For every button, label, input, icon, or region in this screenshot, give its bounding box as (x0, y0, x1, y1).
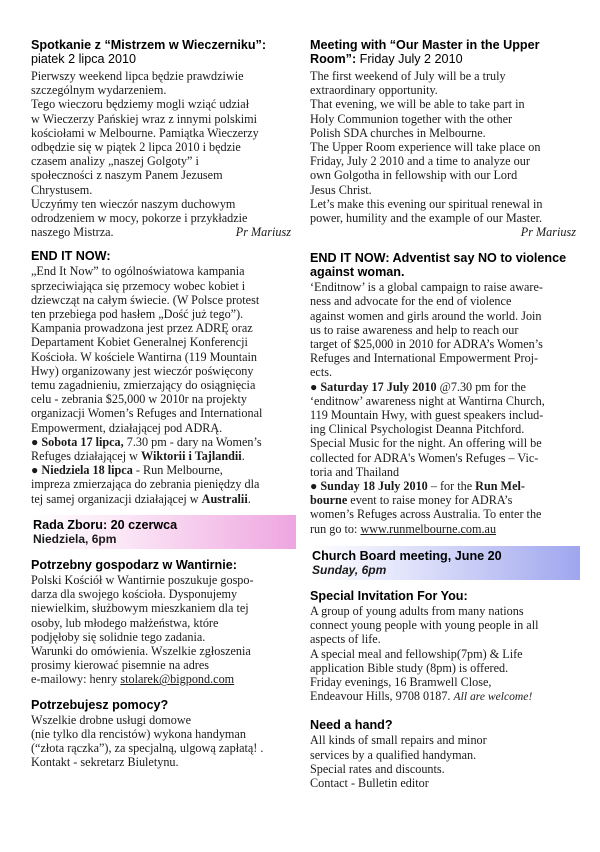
text-line: ing Clinical Psychologist Deanna Pitchford. (310, 422, 525, 437)
text-line: (nie tylko dla rencistów) wykona handyman (31, 726, 246, 741)
text-line: A group of young adults from many nations (310, 603, 524, 618)
text-line: organizacji Women’s Refuges and International (31, 406, 263, 421)
bullet-sunday: ● Sunday 18 July 2010 – for the Run Mel- (310, 479, 525, 494)
text-line: Tego wieczoru będziemy mogli wziąć udział (31, 97, 250, 112)
text-line: Holy Communion together with the other (310, 111, 513, 126)
text-line: Jesus Christ. (310, 182, 372, 197)
church-board-banner-pl (31, 515, 296, 549)
bullet-sunday: ● Niedziela 18 lipca - Run Melbourne, (31, 463, 223, 478)
text-line: kościołami w Melbourne. Pamiątka Wieczerzy (31, 125, 259, 140)
left-column-polish (31, 38, 299, 769)
text-line: osoby, lub młodego małżeństwa, które (31, 615, 219, 630)
bullet-sunday-cont: bourne event to raise money for ADRA’s (310, 493, 513, 508)
text-line: Warunki do omówienia. Wszelkie zgłoszenia (31, 643, 251, 658)
text-line: Refuges and International Empowerment Proj- (310, 351, 539, 366)
text-line: All kinds of small repairs and minor (310, 733, 487, 748)
section-body (310, 733, 582, 776)
board-time: Niedziela, 6pm (33, 531, 117, 546)
text-line: dziewcząt na całym świecie. (W Polsce protest (31, 292, 260, 307)
text-line: Hwy) organizowany jest wieczór poświęcony (31, 363, 254, 378)
section-title: END IT NOW: (31, 249, 111, 264)
text-line: ects. (310, 365, 332, 380)
text-line: Friday, July 2 2010 and a time to analyze our (310, 154, 530, 169)
section-title: Meeting with “Our Master in the Upper Room”: Friday July 2 2010 (310, 38, 540, 66)
run-melbourne-link[interactable]: www.runmelbourne.com.au (360, 521, 497, 536)
text-line: Wszelkie drobne usługi domowe (31, 712, 192, 727)
text-line: (“złota rączka”), za specjalną, ulgową zapłatą! . (31, 740, 264, 755)
text-line: ‘Enditnow’ is a global campaign to raise aware- (310, 280, 543, 295)
text-line: odbędzie się w piątek 2 lipca 2010 i będzie (31, 140, 241, 155)
bullet-sunday-cont: impreza zmierzająca do zebrania pieniędzy dla (31, 477, 260, 492)
text-line: aspects of life. (310, 632, 381, 647)
text-line: Friday evenings, 16 Bramwell Close, (310, 674, 492, 689)
text-line: against women and girls around the world. Join (310, 308, 542, 323)
contact-line: Kontakt - sekretarz Biuletynu. (31, 755, 179, 770)
board-time: Sunday, 6pm (312, 562, 387, 577)
section-body (310, 280, 582, 379)
text-line: Departament Kobiet Generalnej Konferencji (31, 335, 248, 350)
end-it-now-section-en (310, 251, 582, 536)
board-title: Rada Zboru: 20 czerwca (33, 517, 178, 532)
section-title: Spotkanie z “Mistrzem w Wieczerniku”: piatek 2 lipca 2010 (31, 38, 267, 66)
need-a-hand-section (310, 718, 582, 790)
text-line: ten przebiega pod hasłem „Dość już tego”). (31, 307, 244, 322)
text-line: ness and advocate for the end of violence (310, 294, 512, 309)
section-title: Potrzebny gospodarz w Wantirnie: (31, 557, 237, 572)
section-title: END IT NOW: Adventist say NO to violence against woman. (310, 251, 567, 280)
bullet-saturday: ● Sobota 17 lipca, 7.30 pm - dary na Women’s (31, 434, 262, 449)
text-line: społeczności z naszym Panem Jezusem (31, 168, 223, 183)
text-line: Chrystusem. (31, 182, 93, 197)
text-line: extraordinary opportunity. (310, 83, 438, 98)
text-line: Kampania prowadzona jest przez ADRĘ oraz (31, 321, 253, 336)
bullet-saturday-cont: Refuges działającej w Wiktorii i Tajlandii. (31, 449, 245, 464)
text-line: That evening, we will be able to take part in (310, 97, 525, 112)
text-line: power, humility and the example of our Master. (310, 211, 543, 226)
text-line: czasem analizy „naszej Golgoty” i (31, 154, 199, 169)
address-line: Endeavour Hills, 9708 0187. All are welcome! (310, 689, 533, 704)
text-line: podjęłoby się solidnie tego zadania. (31, 629, 206, 644)
text-line: The first weekend of July will be a truly (310, 69, 506, 83)
text-line: Let’s make this evening our spiritual renewal in (310, 196, 543, 211)
text-line: Special rates and discounts. (310, 761, 445, 776)
text-line: Polish SDA churches in Melbourne. (310, 125, 486, 140)
board-title: Church Board meeting, June 20 (312, 548, 502, 563)
text-line: Empowerment, działającej pod ADRĄ. (31, 420, 223, 435)
church-board-banner-en (310, 546, 580, 580)
bullet-saturday: ● Saturday 17 July 2010 @7.30 pm for the (310, 379, 526, 394)
section-body (310, 69, 582, 225)
text-line: application Bible study (8pm) is offered. (310, 660, 509, 675)
text-line: services by a qualified handyman. (310, 747, 477, 762)
text-line: odrodzeniem w mocy, pokorze i przykładzie (31, 211, 248, 226)
email-link[interactable]: stolarek@bigpond.com (120, 672, 235, 687)
text-line: A special meal and fellowship(7pm) & Life (310, 646, 523, 661)
text-line: Pierwszy weekend lipca będzie prawdziwie (31, 69, 244, 83)
section-body (310, 604, 582, 689)
text-line: prosimy kierować pisemnie na adres (31, 658, 210, 673)
text-line: ‘enditnow’ awareness night at Wantirna Church, (310, 393, 545, 408)
special-invitation-section (310, 589, 582, 704)
end-it-now-section-pl (31, 249, 299, 505)
signature: Pr Mariusz (235, 225, 291, 240)
text-line: temu zagadnieniu, zmierzający do osiągnięcia (31, 378, 256, 393)
text-line: own Golgotha in fellowship with our Lord (310, 168, 518, 183)
text-line: target of $25,000 in 2010 for ADRA’s Women’s (310, 337, 543, 352)
upper-room-section-en (310, 38, 582, 239)
contact-line: Contact - Bulletin editor (310, 775, 429, 790)
run-link-line: run go to: www.runmelbourne.com.au (310, 521, 497, 536)
text-line: niewielkim, służbowym mieszkaniem dla tej (31, 601, 249, 616)
text-line: Kościoła. W kościele Wantirna (119 Mountain (31, 349, 258, 364)
text-line: us to raise awareness and help to reach our (310, 322, 519, 337)
section-body (31, 713, 299, 756)
text-line: sprzeciwiająca się przemocy wobec kobiet i (31, 278, 246, 293)
upper-room-section-pl (31, 38, 299, 239)
section-body (31, 264, 299, 434)
section-title: Potrzebujesz pomocy? (31, 697, 169, 712)
text-line: Uczyńmy ten wieczór naszym duchowym (31, 196, 236, 211)
text-line: „End It Now” to ogólnoświatowa kampania (31, 264, 245, 279)
signature: Pr Mariusz (520, 225, 576, 240)
email-line: e-mailowy: henry stolarek@bigpond.com (31, 672, 235, 687)
text-line: szczególnym wydarzeniem. (31, 83, 167, 98)
bullet-sunday-cont2: tej samej organizacji działającej w Australii. (31, 491, 251, 506)
text-line: Polski Kościół w Wantirnie poszukuje gospo- (31, 572, 254, 587)
need-help-section-pl (31, 698, 299, 770)
text-line: toria and Thailand (310, 464, 400, 479)
section-body (31, 69, 299, 225)
bullet-saturday-cont (310, 394, 582, 479)
text-line: 119 Mountain Hwy, with guest speakers includ- (310, 408, 544, 423)
text-line: collected for ADRA's Women's Refuges – Vic- (310, 450, 539, 465)
section-body (31, 573, 299, 672)
caretaker-wanted-section (31, 558, 299, 687)
text-line: Special Music for the night. An offering will be (310, 436, 542, 451)
text-line: The Upper Room experience will take place on (310, 140, 541, 155)
section-title: Need a hand? (310, 718, 393, 733)
text-line: w Wieczerzy Pańskiej wraz z innymi polskimi (31, 111, 258, 126)
bullet-sunday-cont2: women’s Refuges across Australia. To enter the (310, 507, 542, 522)
signature-row (310, 225, 582, 239)
right-column-english (310, 38, 582, 790)
closing-line: naszego Mistrza. Pr Mariusz (31, 225, 291, 240)
text-line: celu - zebrania $25,000 w 2010r na projekty (31, 392, 247, 407)
section-title: Special Invitation For You: (310, 588, 468, 603)
text-line: darza dla swojego kościoła. Dysponujemy (31, 587, 238, 602)
text-line: connect young people with young people in all (310, 618, 539, 633)
